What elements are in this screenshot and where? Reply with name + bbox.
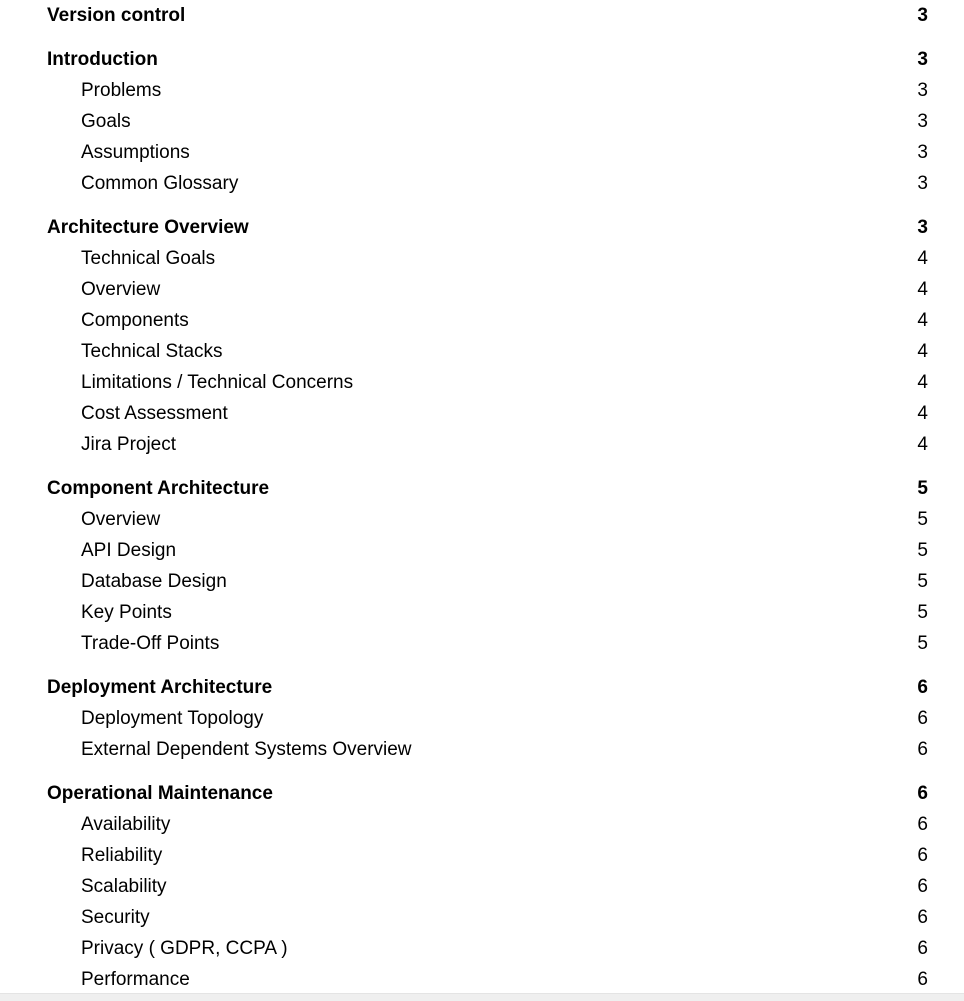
toc-entry-title[interactable]: Architecture Overview (47, 217, 249, 238)
toc-entry-title[interactable]: External Dependent Systems Overview (81, 739, 412, 760)
toc-page-number[interactable]: 4 (917, 372, 928, 393)
toc-page-number[interactable]: 6 (917, 876, 928, 897)
toc-page-number[interactable]: 3 (917, 5, 928, 26)
toc-section-heading[interactable] (0, 212, 964, 243)
toc-page-number[interactable]: 3 (917, 142, 928, 163)
toc-section-heading[interactable] (0, 778, 964, 809)
toc-entry-title[interactable]: Scalability (81, 876, 167, 897)
toc-subsection-item[interactable] (0, 809, 964, 840)
toc-entry-title[interactable]: Limitations / Technical Concerns (81, 372, 354, 393)
toc-page-number[interactable]: 3 (917, 173, 928, 194)
toc-entry-title[interactable]: Database Design (81, 571, 227, 592)
toc-page-number[interactable]: 6 (917, 969, 928, 990)
toc-subsection-item[interactable] (0, 933, 964, 964)
toc-subsection-item[interactable] (0, 274, 964, 305)
toc-page-number[interactable]: 3 (917, 49, 928, 70)
toc-page-number[interactable]: 5 (917, 540, 928, 561)
toc-entry-title[interactable]: Privacy ( GDPR, CCPA ) (81, 938, 288, 959)
toc-section-heading[interactable] (0, 44, 964, 75)
toc-subsection-item[interactable] (0, 168, 964, 199)
toc-entry-title[interactable]: Overview (81, 509, 161, 530)
toc-page-number[interactable]: 3 (917, 217, 928, 238)
toc-section-heading[interactable] (0, 473, 964, 504)
toc-page-number[interactable]: 3 (917, 111, 928, 132)
toc-page-number[interactable]: 4 (917, 248, 928, 269)
toc-entry-title[interactable]: Performance (81, 969, 190, 990)
toc-entry-title[interactable]: Deployment Architecture (47, 677, 273, 698)
toc-page-number[interactable]: 3 (917, 80, 928, 101)
toc-section-heading[interactable] (0, 672, 964, 703)
toc-page-number[interactable]: 6 (917, 708, 928, 729)
toc-subsection-item[interactable] (0, 703, 964, 734)
toc-page-number[interactable]: 4 (917, 279, 928, 300)
toc-entry-title[interactable]: Availability (81, 814, 171, 835)
toc-subsection-item[interactable] (0, 398, 964, 429)
toc-entry-title[interactable]: Security (81, 907, 150, 928)
toc-subsection-item[interactable] (0, 504, 964, 535)
toc-page-number[interactable]: 4 (917, 310, 928, 331)
toc-entry-title[interactable]: Components (81, 310, 189, 331)
toc-subsection-item[interactable] (0, 535, 964, 566)
toc-page-number[interactable]: 6 (917, 845, 928, 866)
toc-entry-title[interactable]: Overview (81, 279, 161, 300)
toc-entry-title[interactable]: Deployment Topology (81, 708, 264, 729)
toc-subsection-item[interactable] (0, 597, 964, 628)
toc-page-number[interactable]: 4 (917, 403, 928, 424)
toc-subsection-item[interactable] (0, 106, 964, 137)
toc-subsection-item[interactable] (0, 243, 964, 274)
toc-page-number[interactable]: 4 (917, 434, 928, 455)
toc-entry-title[interactable]: Technical Stacks (81, 341, 223, 362)
toc-subsection-item[interactable] (0, 429, 964, 460)
toc-entry-title[interactable]: Common Glossary (81, 173, 239, 194)
toc-entry-title[interactable]: Version control (47, 5, 186, 26)
toc-entry-title[interactable]: Key Points (81, 602, 172, 623)
toc-subsection-item[interactable] (0, 305, 964, 336)
toc-entry-title[interactable]: Cost Assessment (81, 403, 228, 424)
toc-subsection-item[interactable] (0, 902, 964, 933)
toc-page-number[interactable]: 6 (917, 814, 928, 835)
toc-page-number[interactable]: 6 (917, 677, 928, 698)
toc-subsection-item[interactable] (0, 336, 964, 367)
toc-entry-title[interactable]: Problems (81, 80, 162, 101)
toc-subsection-item[interactable] (0, 75, 964, 106)
toc-page-number[interactable]: 5 (917, 602, 928, 623)
toc-entry-title[interactable]: Trade-Off Points (81, 633, 220, 654)
toc-page-number[interactable]: 4 (917, 341, 928, 362)
toc-subsection-item[interactable] (0, 871, 964, 902)
toc-entry-title[interactable]: Goals (81, 111, 131, 132)
toc-entry-title[interactable]: Operational Maintenance (47, 783, 273, 804)
toc-entry-title[interactable]: Assumptions (81, 142, 190, 163)
toc-subsection-item[interactable] (0, 840, 964, 871)
toc-entry-title[interactable]: Component Architecture (47, 478, 270, 499)
toc-entry-title[interactable]: API Design (81, 540, 177, 561)
toc-subsection-item[interactable] (0, 628, 964, 659)
toc-page-number[interactable]: 5 (917, 633, 928, 654)
toc-subsection-item[interactable] (0, 137, 964, 168)
toc-entry-title[interactable]: Technical Goals (81, 248, 216, 269)
toc-entry-title[interactable]: Jira Project (81, 434, 177, 455)
toc-subsection-item[interactable] (0, 734, 964, 765)
toc-page-number[interactable]: 6 (917, 907, 928, 928)
toc-page-number[interactable]: 6 (917, 938, 928, 959)
toc-subsection-item[interactable] (0, 367, 964, 398)
toc-page-number[interactable]: 5 (917, 571, 928, 592)
toc-page-number[interactable]: 5 (917, 509, 928, 530)
toc-page-number[interactable]: 6 (917, 739, 928, 760)
toc-entry-title[interactable]: Reliability (81, 845, 163, 866)
toc-page-number[interactable]: 6 (917, 783, 928, 804)
toc-subsection-item[interactable] (0, 566, 964, 597)
toc-subsection-item[interactable] (0, 964, 964, 995)
toc-section-heading[interactable] (0, 0, 964, 31)
toc-entry-title[interactable]: Introduction (47, 49, 158, 70)
toc-page-number[interactable]: 5 (917, 478, 928, 499)
